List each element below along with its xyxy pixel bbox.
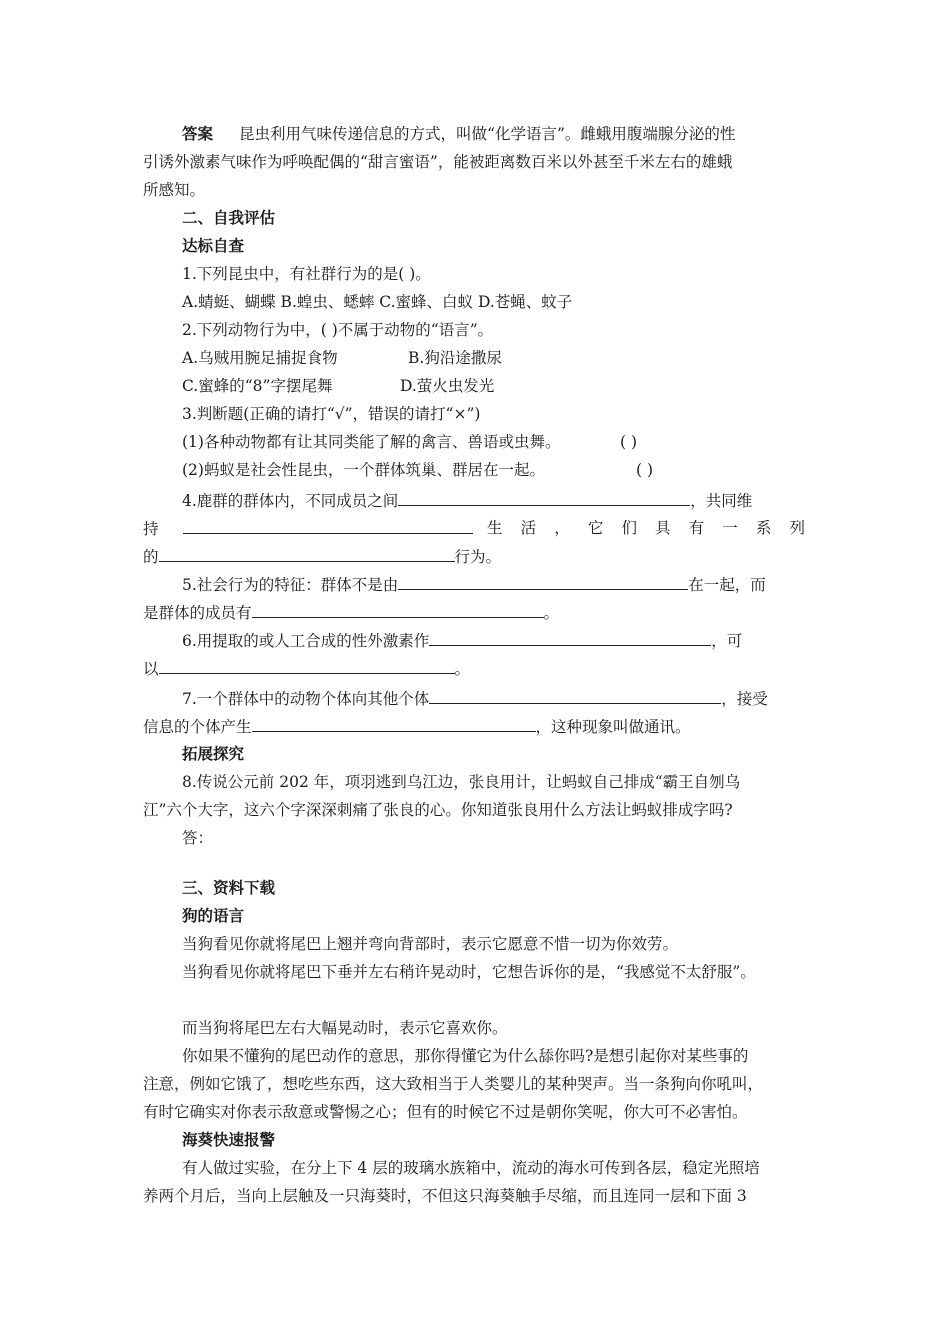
- question-5-blank-2[interactable]: [252, 602, 544, 618]
- question-2-option-a: A.乌贼用腕足捕捉食物: [182, 349, 338, 367]
- dog-paragraph-4-line-2: 注意，例如它饿了，想吃些东西，这大致相当于人类婴儿的某种哭声。当一条狗向你吼叫，: [143, 1075, 764, 1093]
- question-5-blank-1[interactable]: [398, 574, 688, 590]
- answer-line-1: [182, 124, 735, 144]
- question-5-text-d: 。: [543, 604, 560, 622]
- question-4-char: 它: [587, 519, 604, 537]
- question-4-char: ，: [554, 519, 570, 537]
- subheading-sea-anemone: 海葵快速报警: [182, 1130, 276, 1149]
- question-2-option-b: B.狗沿途撒尿: [408, 349, 502, 367]
- question-6-line-1: [182, 630, 742, 651]
- anemone-paragraph-line-2: 养两个月后，当向上层触及一只海葵时，不但这只海葵触手尽缩，而且连同一层和下面 3: [143, 1187, 747, 1205]
- question-3: 3.判断题(正确的请打“√”，错误的请打“×”): [182, 405, 481, 423]
- question-2-option-c: C.蜜蜂的“8”字摆尾舞: [182, 377, 333, 395]
- question-4-char: 列: [789, 519, 805, 537]
- question-6-blank-2[interactable]: [159, 658, 455, 674]
- question-4-text-c: 持: [143, 520, 159, 538]
- dog-paragraph-2: 当狗看见你就将尾巴下垂并左右稍许晃动时，它想告诉你的是，“我感觉不太舒服”。: [182, 963, 756, 981]
- question-5-line-1: [182, 574, 766, 595]
- question-7-text-c: 信息的个体产生: [143, 718, 252, 736]
- dog-paragraph-3: 而当狗将尾巴左右大幅晃动时，表示它喜欢你。: [182, 1019, 508, 1037]
- question-4-text-e: 行为。: [454, 548, 502, 566]
- question-5-line-2: [143, 602, 559, 623]
- question-6-text-a: 6.用提取的或人工合成的性外激素作: [182, 632, 430, 650]
- question-7-line-2: [143, 716, 691, 737]
- question-4-text-d: 的: [143, 548, 159, 566]
- question-5-text-a: 5.社会行为的特征：群体不是由: [182, 576, 399, 594]
- question-4-blank-3[interactable]: [159, 546, 455, 562]
- dog-paragraph-4-line-3: 有时它确实对你表示敌意或警惕之心；但有的时候它不过是朝你笑呢，你大可不必害怕。: [143, 1103, 748, 1121]
- question-7-text-d: ，这种现象叫做通讯。: [535, 718, 691, 736]
- question-6-line-2: [143, 658, 470, 679]
- question-2-option-d: D.萤火虫发光: [400, 377, 495, 395]
- question-3-item-2: (2)蚂蚁是社会性昆虫，一个群体筑巢、群居在一起。: [182, 461, 545, 479]
- question-4-text-a: 4.鹿群的群体内，不同成员之间: [182, 492, 399, 510]
- question-4-char: 具: [655, 519, 671, 537]
- subheading-dog-language: 狗的语言: [182, 906, 245, 925]
- subheading-standard-check: 达标自查: [182, 236, 245, 255]
- answer-text-1: 昆虫利用气味传递信息的方式，叫做“化学语言”。雌蛾用腹端腺分泌的性: [239, 125, 736, 143]
- anemone-paragraph-line-1: 有人做过实验，在分上下 4 层的玻璃水族箱中，流动的海水可传到各层，稳定光照培: [182, 1159, 760, 1177]
- question-4-char: 一: [722, 519, 738, 537]
- question-4-blank-2[interactable]: [183, 518, 473, 534]
- question-6-text-d: 。: [454, 660, 471, 678]
- question-4-blank-1[interactable]: [398, 490, 690, 506]
- question-1-options: A.蜻蜓、蝴蝶 B.蝗虫、蟋蟀 C.蜜蜂、白蚁 D.苍蝇、蚊子: [182, 293, 573, 311]
- question-4-char: 系: [755, 519, 772, 537]
- question-3-item-2-answer[interactable]: ( ): [636, 461, 654, 479]
- question-5-text-c: 是群体的成员有: [143, 604, 252, 622]
- question-6-text-b: ，可: [711, 632, 743, 650]
- dog-paragraph-1: 当狗看见你就将尾巴上翘并弯向背部时，表示它愿意不惜一切为你效劳。: [182, 935, 679, 953]
- answer-line-3: 所感知。: [143, 181, 206, 199]
- question-5-text-b: 在一起，而: [688, 576, 766, 594]
- question-8-line-2: 江”六个大字，这六个字深深刺痛了张良的心。你知道张良用什么方法让蚂蚁排成字吗?: [143, 801, 733, 819]
- question-4-char: 有: [688, 519, 705, 537]
- question-7-line-1: [182, 688, 768, 709]
- question-7-blank-2[interactable]: [252, 716, 536, 732]
- question-2: 2.下列动物行为中，( )不属于动物的“语言”。: [182, 321, 494, 339]
- question-4-char: 们: [621, 519, 637, 537]
- question-4-line-1: [182, 490, 752, 511]
- question-8-answer-label: 答：: [182, 829, 214, 847]
- subheading-extended-exploration: 拓展探究: [182, 744, 245, 763]
- question-7-text-b: ，接受: [721, 690, 768, 708]
- question-4-text-b: ，共同维: [690, 492, 753, 510]
- section-title-self-assessment: 二、自我评估: [182, 208, 276, 227]
- question-1: 1.下列昆虫中，有社群行为的是( )。: [182, 265, 431, 283]
- question-4-line-2-left: [143, 518, 473, 539]
- question-4-char: 活: [520, 519, 537, 537]
- question-3-item-1-answer[interactable]: ( ): [620, 433, 638, 451]
- question-8-line-1: 8.传说公元前 202 年，项羽逃到乌江边，张良用计，让蚂蚁自己排成“霸王自刎乌: [182, 773, 741, 791]
- question-7-blank-1[interactable]: [429, 688, 721, 704]
- question-4-char: 生: [487, 519, 503, 537]
- section-title-materials: 三、资料下载: [182, 878, 276, 897]
- question-3-item-1: (1)各种动物都有让其同类能了解的禽言、兽语或虫舞。: [182, 433, 561, 451]
- question-7-text-a: 7.一个群体中的动物个体向其他个体: [182, 690, 430, 708]
- dog-paragraph-4-line-1: 你如果不懂狗的尾巴动作的意思，那你得懂它为什么舔你吗?是想引起你对某些事的: [182, 1047, 749, 1065]
- answer-line-2: 引诱外激素气味作为呼唤配偶的“甜言蜜语”，能被距离数百米以外甚至千米左右的雄蛾: [143, 153, 733, 171]
- question-4-line-3: [143, 546, 501, 567]
- question-6-text-c: 以: [143, 660, 159, 678]
- answer-label: 答案: [182, 124, 214, 143]
- question-4-line-2-right: [487, 518, 805, 538]
- question-6-blank-1[interactable]: [429, 630, 711, 646]
